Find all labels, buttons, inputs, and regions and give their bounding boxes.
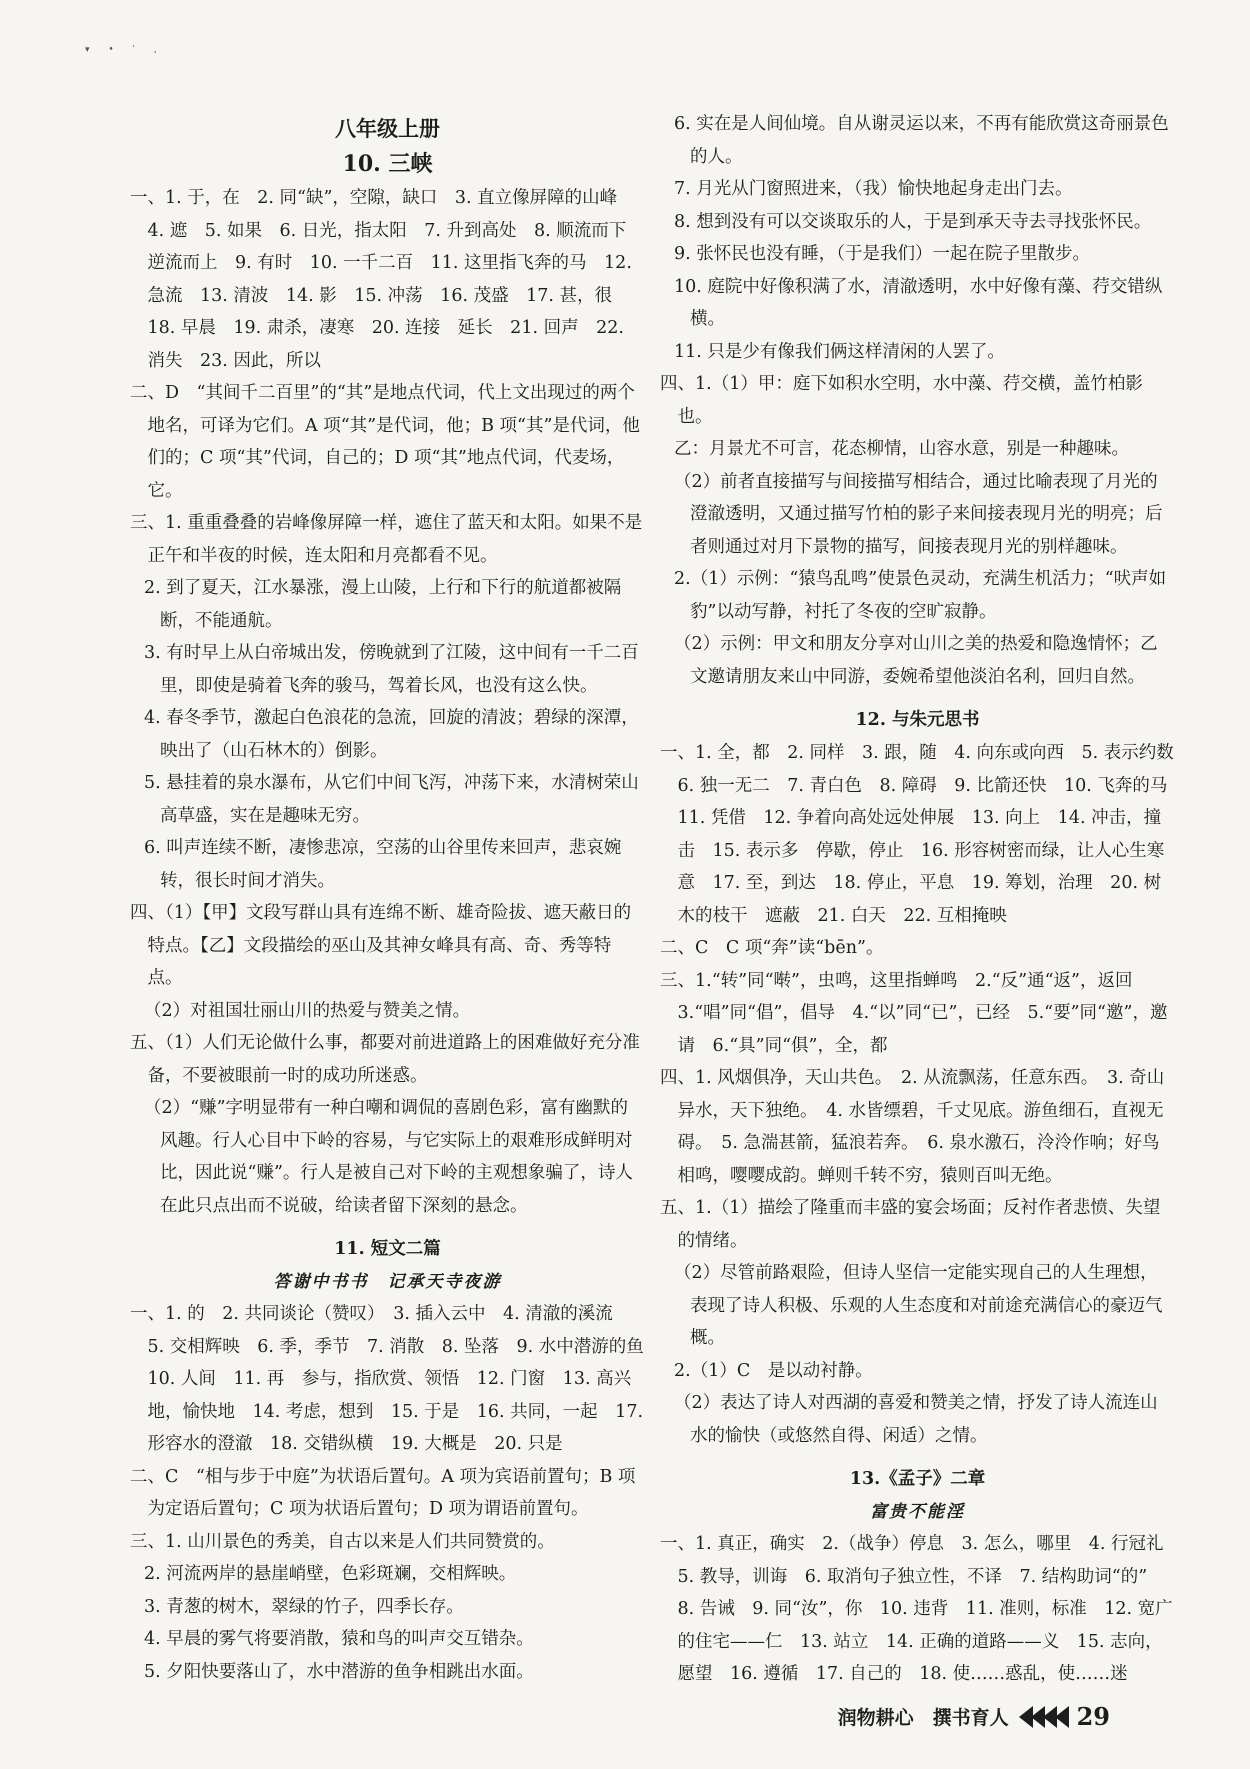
left-heading: 答谢中书书 记承天寺夜游: [273, 1272, 502, 1292]
left-answer-item: （2）“赚”字明显带有一种白嘲和调侃的喜剧色彩，富有幽默的风趣。行人心目中下岭的容易，与它实际上的艰难形成鲜明对比，因此说“赚”。行人是被自己对下岭的主观想象骗了，诗人在此只点出而不说破，给读者留下深刻的悬念。: [144, 1098, 633, 1216]
right-answer-item: 10. 庭院中好像积满了水，清澈透明，水中好像有藻、荇交错纵横。: [674, 276, 1163, 329]
right-heading: 12. 与朱元思书: [855, 710, 980, 730]
left-heading: 八年级上册: [335, 116, 440, 141]
right-heading: 四、1. 风烟俱净，天山共色。 2. 从流飘荡，任意东西。 3. 奇山异水，天下独绝。 4. 水皆缥碧，千丈见底。游鱼细石，直视无碍。 5. 急湍甚箭，猛浪若奔。 6. 泉水激石，泠泠作响；好鸟相鸣，嘤嘤成韵。蝉则千转不穷，猿则百叫无绝。: [660, 1068, 1165, 1186]
left-heading: 一、1. 于，在 2. 同“缺”，空隙，缺口 3. 直立像屏障的山峰 4. 遮 5. 如果 6. 日光，指太阳 7. 升到高处 8. 顺流而下 逆流而上 9. 有时 10. 一千二百 11. 这里指飞奔的马 12. 急流 13. 清波 14. 影 15. 冲荡 16. 茂盛 17. 甚，很 18. 早晨 19. 肃杀，凄寒 20. 连接 延长 21. 回声 22. 消失 23. 因此，所以: [130, 188, 644, 371]
right-answer-item: 11. 只是少有像我们俩这样清闲的人罢了。: [674, 341, 1005, 362]
left-heading: 五、（1）人们无论做什么事，都要对前进道路上的困难做好充分准备，不要被眼前一时的成功所迷惑。: [130, 1033, 640, 1086]
right-answer-item: 2.（1）示例：“猿鸟乱鸣”使景色灵动，充满生机活力；“吠声如豹”以动写静，衬托了冬夜的空旷寂静。: [674, 569, 1167, 622]
left-heading: 四、（1）【甲】文段写群山具有连绵不断、雄奇险拔、遮天蔽日的特点。【乙】文段描绘的巫山及其神女峰具有高、奇、秀等特点。: [130, 903, 632, 988]
right-heading: 一、1. 全，都 2. 同样 3. 跟，随 4. 向东或向西 5. 表示约数 6. 独一无二 7. 青白色 8. 障碍 9. 比箭还快 10. 飞奔的马 11. 凭借 12. 争着向高处远处伸展 13. 向上 14. 冲击，撞击 15. 表示多 停歇，停止 16. 形容树密而绿，让人心生寒意 17. 至，到达 18. 停止，平息 19. 筹划，治理 20. 树木的枝干 遮蔽 21. 白天 22. 互相掩映: [660, 743, 1192, 926]
page-footer: [838, 1702, 1110, 1731]
left-answer-item: 4. 早晨的雾气将要消散，猿和鸟的叫声交互错杂。: [144, 1629, 534, 1649]
left-heading: 10. 三峡: [342, 151, 433, 177]
right-answer-item: 2.（1）C 是以动衬静。: [674, 1360, 873, 1381]
right-answer-item: （2）尽管前路艰险，但诗人坚信一定能实现自己的人生理想，表现了诗人积极、乐观的人生态度和对前途充满信心的豪迈气概。: [674, 1263, 1163, 1348]
left-heading: 11. 短文二篇: [334, 1239, 441, 1259]
left-answer-item: 2. 河流两岸的悬崖峭壁，色彩斑斓，交相辉映。: [144, 1564, 517, 1584]
arrows-icon: [1019, 1706, 1067, 1728]
right-answer-item: 6. 实在是人间仙境。自从谢灵运以来，不再有能欣赏这奇丽景色的人。: [674, 114, 1169, 167]
scan-marks: ▾ • ˈ ,: [85, 45, 165, 55]
left-answer-item: 3. 青葱的树木，翠绿的竹子，四季长存。: [144, 1596, 464, 1617]
right-answer-item: 7. 月光从门窗照进来，（我）愉快地起身走出门去。: [674, 179, 1073, 199]
left-answer-item: 6. 叫声连续不断，凄惨悲凉，空荡的山谷里传来回声，悲哀婉转，很长时间才消失。: [144, 838, 622, 891]
right-column: [660, 108, 1192, 1691]
right-answer-item: 乙：月景尤不可言，花态柳情，山容水意，别是一种趣味。: [674, 439, 1129, 459]
left-column: [130, 112, 662, 1688]
right-answer-item: （2）前者直接描写与间接描写相结合，通过比喻表现了月光的澄澈透明，又通过描写竹柏的影子来间接表现月光的明亮；后者则通过对月下景物的描写，间接表现月光的别样趣味。: [674, 471, 1163, 557]
left-answer-item: 5. 悬挂着的泉水瀑布，从它们中间飞泻，冲荡下来，水清树荣山高草盛，实在是趣味无穷。: [144, 773, 639, 826]
right-heading: 四、1.（1）甲：庭下如积水空明，水中藻、荇交横，盖竹柏影也。: [660, 374, 1143, 427]
right-answer-item: 8. 想到没有可以交谈取乐的人，于是到承天寺去寻找张怀民。: [674, 211, 1152, 232]
page-number: 29: [1076, 1702, 1110, 1731]
left-answer-item: 2. 到了夏天，江水暴涨，漫上山陵，上行和下行的航道都被隔断，不能通航。: [144, 578, 622, 631]
right-heading: 一、1. 真正，确实 2.（战争）停息 3. 怎么，哪里 4. 行冠礼 5. 教导，训诲 6. 取消句子独立性，不译 7. 结构助词“的” 8. 告诫 9. 同“汝”，你 10. 违背 11. 准则，标准 12. 宽广的住宅——仁 13. 站立 14. 正确的道路——义 15. 志向，愿望 16. 遵循 17. 自己的 18. 使……惑乱，使……迷: [660, 1534, 1181, 1684]
right-answer-item: 9. 张怀民也没有睡，（于是我们）一起在院子里散步。: [674, 244, 1091, 264]
right-heading: 富贵不能淫: [870, 1502, 965, 1522]
right-heading: 13.《孟子》二章: [849, 1469, 986, 1489]
left-answer-item: （2）对祖国壮丽山川的热爱与赞美之情。: [144, 1000, 471, 1021]
right-heading: 五、1.（1）描绘了隆重而丰盛的宴会场面；反衬作者悲愤、失望的情绪。: [660, 1198, 1161, 1251]
footer-slogan: 润物耕心 撰书育人: [837, 1707, 1009, 1729]
left-answer-item: 5. 夕阳快要落山了，水中潜游的鱼争相跳出水面。: [144, 1661, 534, 1682]
left-answer-item: 3. 有时早上从白帝城出发，傍晚就到了江陵，这中间有一千二百里，即使是骑着飞奔的骏马，驾着长风，也没有这么快。: [144, 643, 639, 696]
left-heading: 二、D “其间千二百里”的“其”是地点代词，代上文出现过的两个地名，可译为它们。A 项“其”是代词，他；B 项“其”是代词，他们的；C 项“其”代词，自己的；D 项“其”地点代词，代麦场，它。: [130, 383, 640, 501]
left-heading: 三、1. 重重叠叠的岩峰像屏障一样，遮住了蓝天和太阳。如果不是正午和半夜的时候，连太阳和月亮都看不见。: [130, 513, 643, 566]
left-heading: 二、C “相与步于中庭”为状语后置句。A 项为宾语前置句；B 项为定语后置句；C 项为状语后置句；D 项为谓语前置句。: [130, 1466, 636, 1519]
right-heading: 二、C C 项“奔”读“bēn”。: [660, 938, 884, 958]
right-heading: 三、1.“转”同“啭”，虫鸣，这里指蝉鸣 2.“反”通“返”，返回 3.“唱”同“倡”，倡导 4.“以”同“已”，已经 5.“要”同“邀”，邀请 6.“具”同“俱”，全，都: [660, 970, 1168, 1056]
left-answer-item: 4. 春冬季节，激起白色浪花的急流，回旋的清波；碧绿的深潭，映出了（山石林木的）倒影。: [144, 708, 639, 761]
left-heading: 一、1. 的 2. 共同谈论（赞叹） 3. 插入云中 4. 清澈的溪流 5. 交相辉映 6. 季，季节 7. 消散 8. 坠落 9. 水中潜游的鱼 10. 人间 11. 再 参与，指欣赏、领悟 12. 门窗 13. 高兴地，愉快地 14. 考虑，想到 15. 于是 16. 共同，一起 17. 形容水的澄澈 18. 交错纵横 19. 大概是 20. 只是: [130, 1304, 662, 1454]
left-heading: 三、1. 山川景色的秀美，自古以来是人们共同赞赏的。: [130, 1531, 555, 1552]
right-answer-item: （2）示例：甲文和朋友分享对山川之美的热爱和隐逸情怀；乙文邀请朋友来山中同游，委婉希望他淡泊名利，回归自然。: [674, 634, 1158, 687]
right-answer-item: （2）表达了诗人对西湖的喜爱和赞美之情，抒发了诗人流连山水的愉快（或悠然自得、闲适）之情。: [674, 1393, 1158, 1446]
